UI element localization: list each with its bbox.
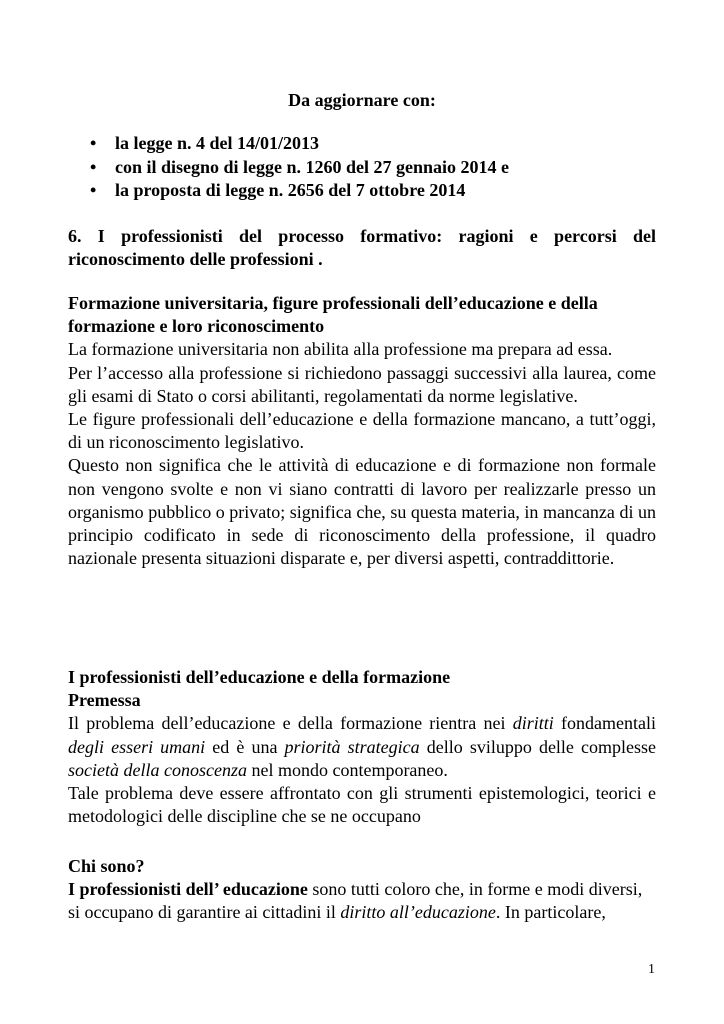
law-list	[68, 132, 509, 203]
paragraph: Le figure professionali dell’educazione e della formazione mancano, a tutt’oggi, di un riconoscimento legislativo.	[68, 409, 656, 453]
italic-run: società della conoscenza	[68, 759, 247, 780]
list-item	[68, 156, 509, 180]
text-run: fondamentali	[553, 713, 656, 734]
paragraph: Tale problema deve essere affrontato con gli strumenti epistemologici, teorici e metodologici delle discipline che se ne occupano	[68, 783, 656, 827]
section-6-title: 6. I professionisti del processo formativo: ragioni e percorsi del riconoscimento delle professioni .	[68, 226, 656, 270]
bullet-icon: •	[90, 133, 97, 153]
chi-sono-title: Chi sono?	[68, 856, 145, 876]
italic-run: diritti	[512, 713, 554, 734]
formazione-section	[68, 292, 656, 570]
paragraph: Questo non significa che le attività di educazione e di formazione non formale non vengono svolte e non vi siano contratti di lavoro per realizzarle presso un organismo pubblico o privato; significa che, su questa materia, in mancanza di un principio codificato in sede di riconoscimento della professione, il quadro nazionale presenta situazioni disparate e, per diversi aspetti, contraddittorie.	[68, 455, 656, 569]
chi-sono-section	[68, 855, 656, 925]
paragraph: Per l’accesso alla professione si richiedono passaggi successivi alla laurea, come gli esami di Stato o corsi abilitanti, regolamentati da norme legislative.	[68, 362, 656, 406]
text-run: ed è una	[205, 736, 285, 757]
update-heading: Da aggiornare con:	[288, 90, 436, 110]
bullet-icon: •	[90, 156, 97, 177]
italic-run: degli esseri umani	[68, 736, 206, 757]
paragraph	[68, 712, 656, 782]
text-run: . In particolare,	[495, 902, 606, 923]
professionisti-section	[68, 666, 656, 828]
italic-run: diritto all’educazione	[340, 902, 496, 923]
bold-run: I professionisti dell’ educazione	[68, 879, 308, 900]
paragraph: La formazione universitaria non abilita alla professione ma prepara ad essa.	[68, 339, 613, 360]
premessa-subtitle: Premessa	[68, 690, 141, 711]
list-item-text: la legge n. 4 del 14/01/2013	[115, 133, 319, 153]
italic-run: priorità strategica	[284, 736, 420, 757]
text-run: dello sviluppo delle complesse	[419, 736, 656, 757]
list-item	[68, 132, 509, 156]
professionisti-title: I professionisti dell’educazione e della formazione	[68, 667, 451, 687]
paragraph	[68, 878, 656, 924]
text-run: sono tutti coloro che, in forme e modi diversi, si occupano di garantire ai cittadini il	[68, 879, 643, 923]
bullet-icon: •	[90, 180, 97, 200]
page-number: 1	[648, 962, 655, 977]
list-item-text: con il disegno di legge n. 1260 del 27 gennaio 2014 e	[115, 156, 510, 177]
text-run: Il problema dell’educazione e della formazione rientra nei	[68, 713, 513, 734]
formazione-title: Formazione universitaria, figure professionali dell’educazione e della formazione e loro riconoscimento	[68, 293, 598, 337]
list-item-text: la proposta di legge n. 2656 del 7 ottobre 2014	[115, 180, 466, 200]
list-item	[68, 179, 509, 203]
text-run: nel mondo contemporaneo.	[246, 759, 448, 780]
